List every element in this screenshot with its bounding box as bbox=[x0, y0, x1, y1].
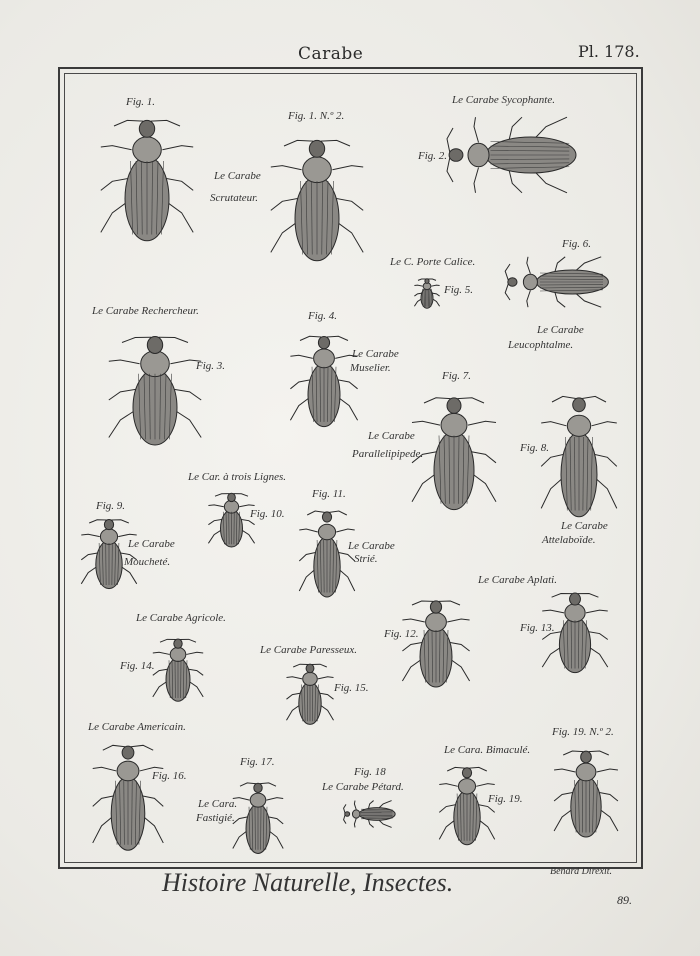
beetle-fig-4 bbox=[284, 330, 364, 435]
caption-fig-4: Fig. 4. bbox=[308, 310, 338, 322]
beetle-fig-1 bbox=[92, 112, 202, 252]
beetle-fig-8 bbox=[534, 388, 624, 528]
caption-scrutateur-2: Scrutateur. bbox=[210, 192, 258, 204]
beetle-fig-5 bbox=[412, 277, 442, 311]
caption-fig-6: Fig. 6. bbox=[562, 238, 592, 250]
page-number: 89. bbox=[617, 893, 632, 907]
beetle-fig-14 bbox=[148, 635, 208, 707]
caption-parallelipipede-2: Parallelipipede. bbox=[352, 448, 424, 460]
beetle-fig-9 bbox=[76, 515, 142, 595]
caption-americain: Le Carabe Americain. bbox=[88, 721, 186, 733]
caption-strie-2: Strié. bbox=[354, 553, 378, 565]
beetle-fig-11 bbox=[294, 505, 360, 605]
caption-fig-11: Fig. 11. bbox=[312, 488, 346, 500]
beetle-fig-12 bbox=[396, 595, 476, 695]
beetle-fig-1-no2 bbox=[262, 132, 372, 272]
beetle-fig-18 bbox=[340, 798, 400, 830]
caption-scrutateur-1: Le Carabe bbox=[214, 170, 261, 182]
caption-fastigie-1: Le Cara. bbox=[198, 798, 238, 810]
beetle-fig-13 bbox=[536, 588, 614, 680]
caption-trois-lignes: Le Car. à trois Lignes. bbox=[188, 471, 287, 483]
caption-sycophante: Le Carabe Sycophante. bbox=[452, 94, 555, 106]
beetle-fig-19 bbox=[434, 762, 500, 852]
caption-muselier-1: Le Carabe bbox=[352, 348, 399, 360]
beetle-fig-15 bbox=[282, 660, 338, 730]
caption-fig-3: Fig. 3. bbox=[196, 360, 226, 372]
caption-fig-14: Fig. 14. bbox=[120, 660, 155, 672]
caption-muselier-2: Muselier. bbox=[350, 362, 391, 374]
caption-fig-19: Fig. 19. bbox=[488, 793, 523, 805]
caption-fig-10: Fig. 10. bbox=[250, 508, 285, 520]
book-title: Histoire Naturelle, Insectes. bbox=[162, 868, 454, 897]
caption-fig-16: Fig. 16. bbox=[152, 770, 187, 782]
caption-leucophtalme-2: Leucophtalme. bbox=[508, 339, 574, 351]
page-title: Carabe bbox=[298, 44, 364, 64]
beetle-fig-10 bbox=[204, 490, 259, 552]
beetle-fig-2 bbox=[438, 110, 588, 200]
beetle-fig-6 bbox=[498, 252, 618, 312]
caption-fig-15: Fig. 15. bbox=[334, 682, 369, 694]
caption-fig-9: Fig. 9. bbox=[96, 500, 126, 512]
caption-fig-7: Fig. 7. bbox=[442, 370, 472, 382]
caption-parallelipipede-1: Le Carabe bbox=[368, 430, 415, 442]
caption-fig-19-no2: Fig. 19. N.º 2. bbox=[552, 726, 614, 738]
caption-mouchete-1: Le Carabe bbox=[128, 538, 175, 550]
caption-attelaboide-1: Le Carabe bbox=[561, 520, 608, 532]
caption-aplati: Le Carabe Aplati. bbox=[478, 574, 557, 586]
caption-strie-1: Le Carabe bbox=[348, 540, 395, 552]
caption-rechercheur: Le Carabe Rechercheur. bbox=[92, 305, 199, 317]
caption-fig-8: Fig. 8. bbox=[520, 442, 550, 454]
caption-fig-13: Fig. 13. bbox=[520, 622, 555, 634]
beetle-fig-3 bbox=[100, 330, 210, 455]
caption-leucophtalme-1: Le Carabe bbox=[537, 324, 584, 336]
caption-agricole: Le Carabe Agricole. bbox=[136, 612, 226, 624]
caption-fastigie-2: Fastigié. bbox=[196, 812, 235, 824]
beetle-fig-19-no2 bbox=[548, 745, 624, 845]
caption-paresseux: Le Carabe Paresseux. bbox=[260, 644, 358, 656]
beetle-fig-16 bbox=[86, 738, 170, 860]
beetle-fig-17 bbox=[228, 778, 288, 860]
caption-fig-18: Fig. 18 bbox=[354, 766, 386, 778]
caption-fig-2: Fig. 2. bbox=[418, 150, 448, 162]
caption-attelaboide-2: Attelaboïde. bbox=[542, 534, 596, 546]
engraver-signature: Benard Direxit. bbox=[550, 866, 613, 877]
caption-fig-1-no2: Fig. 1. N.º 2. bbox=[288, 110, 345, 122]
caption-petard: Le Carabe Pétard. bbox=[322, 781, 404, 793]
caption-fig-5: Fig. 5. bbox=[444, 284, 474, 296]
caption-fig-12: Fig. 12. bbox=[384, 628, 419, 640]
caption-bimacule: Le Cara. Bimaculé. bbox=[444, 744, 531, 756]
caption-porte-calice: Le C. Porte Calice. bbox=[390, 256, 476, 268]
caption-fig-1: Fig. 1. bbox=[126, 96, 156, 108]
caption-mouchete-2: Moucheté. bbox=[124, 556, 171, 568]
plate-number: Pl. 178. bbox=[578, 42, 640, 61]
caption-fig-17: Fig. 17. bbox=[240, 756, 275, 768]
